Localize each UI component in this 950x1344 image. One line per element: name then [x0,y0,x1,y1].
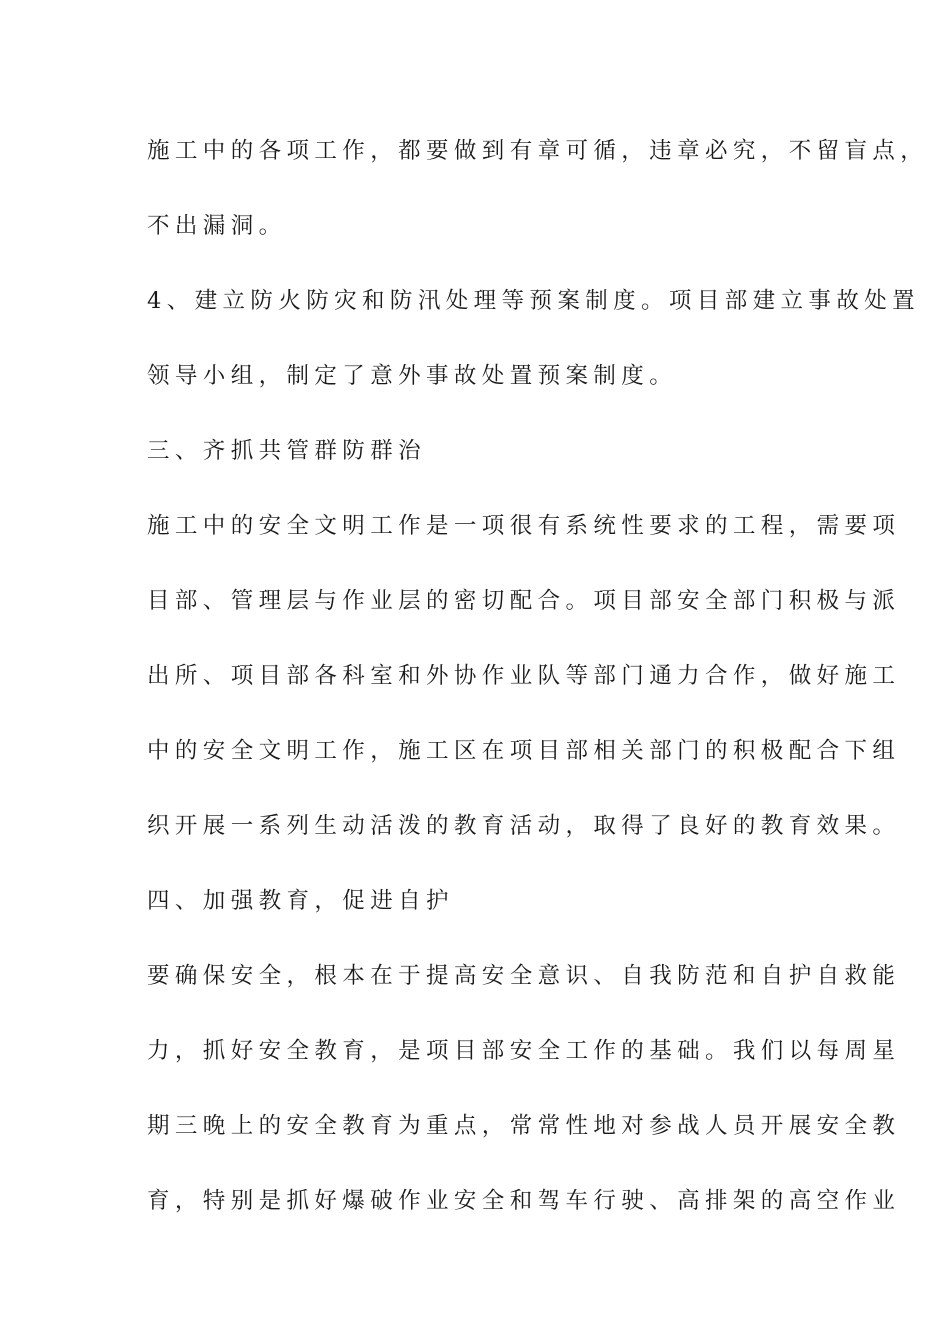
paragraph-line: 中的安全文明工作，施工区在项目部相关部门的积极配合下组 [147,738,901,764]
paragraph-line: 施工中的各项工作，都要做到有章可循，违章必究，不留盲点， [147,138,929,164]
paragraph-line: 4、建立防火防灾和防汛处理等预案制度。项目部建立事故处置 [147,288,921,314]
paragraph-line: 出所、项目部各科室和外协作业队等部门通力合作，做好施工 [147,663,901,689]
paragraph-line: 领导小组，制定了意外事故处置预案制度。 [147,363,678,389]
paragraph-line: 目部、管理层与作业层的密切配合。项目部安全部门积极与派 [147,588,901,614]
paragraph-line: 期三晚上的安全教育为重点，常常性地对参战人员开展安全教 [147,1113,901,1139]
paragraph-line: 施工中的安全文明工作是一项很有系统性要求的工程，需要项 [147,513,901,539]
paragraph-line: 织开展一系列生动活泼的教育活动，取得了良好的教育效果。 [147,813,901,839]
section-heading: 三、齐抓共管群防群治 [147,438,427,464]
paragraph-line: 要确保安全，根本在于提高安全意识、自我防范和自护自救能 [147,963,901,989]
paragraph-line: 不出漏洞。 [147,213,287,239]
paragraph-line: 力，抓好安全教育，是项目部安全工作的基础。我们以每周星 [147,1038,901,1064]
section-heading: 四、加强教育，促进自护 [147,888,454,914]
paragraph-line: 育，特别是抓好爆破作业安全和驾车行驶、高排架的高空作业 [147,1188,901,1214]
